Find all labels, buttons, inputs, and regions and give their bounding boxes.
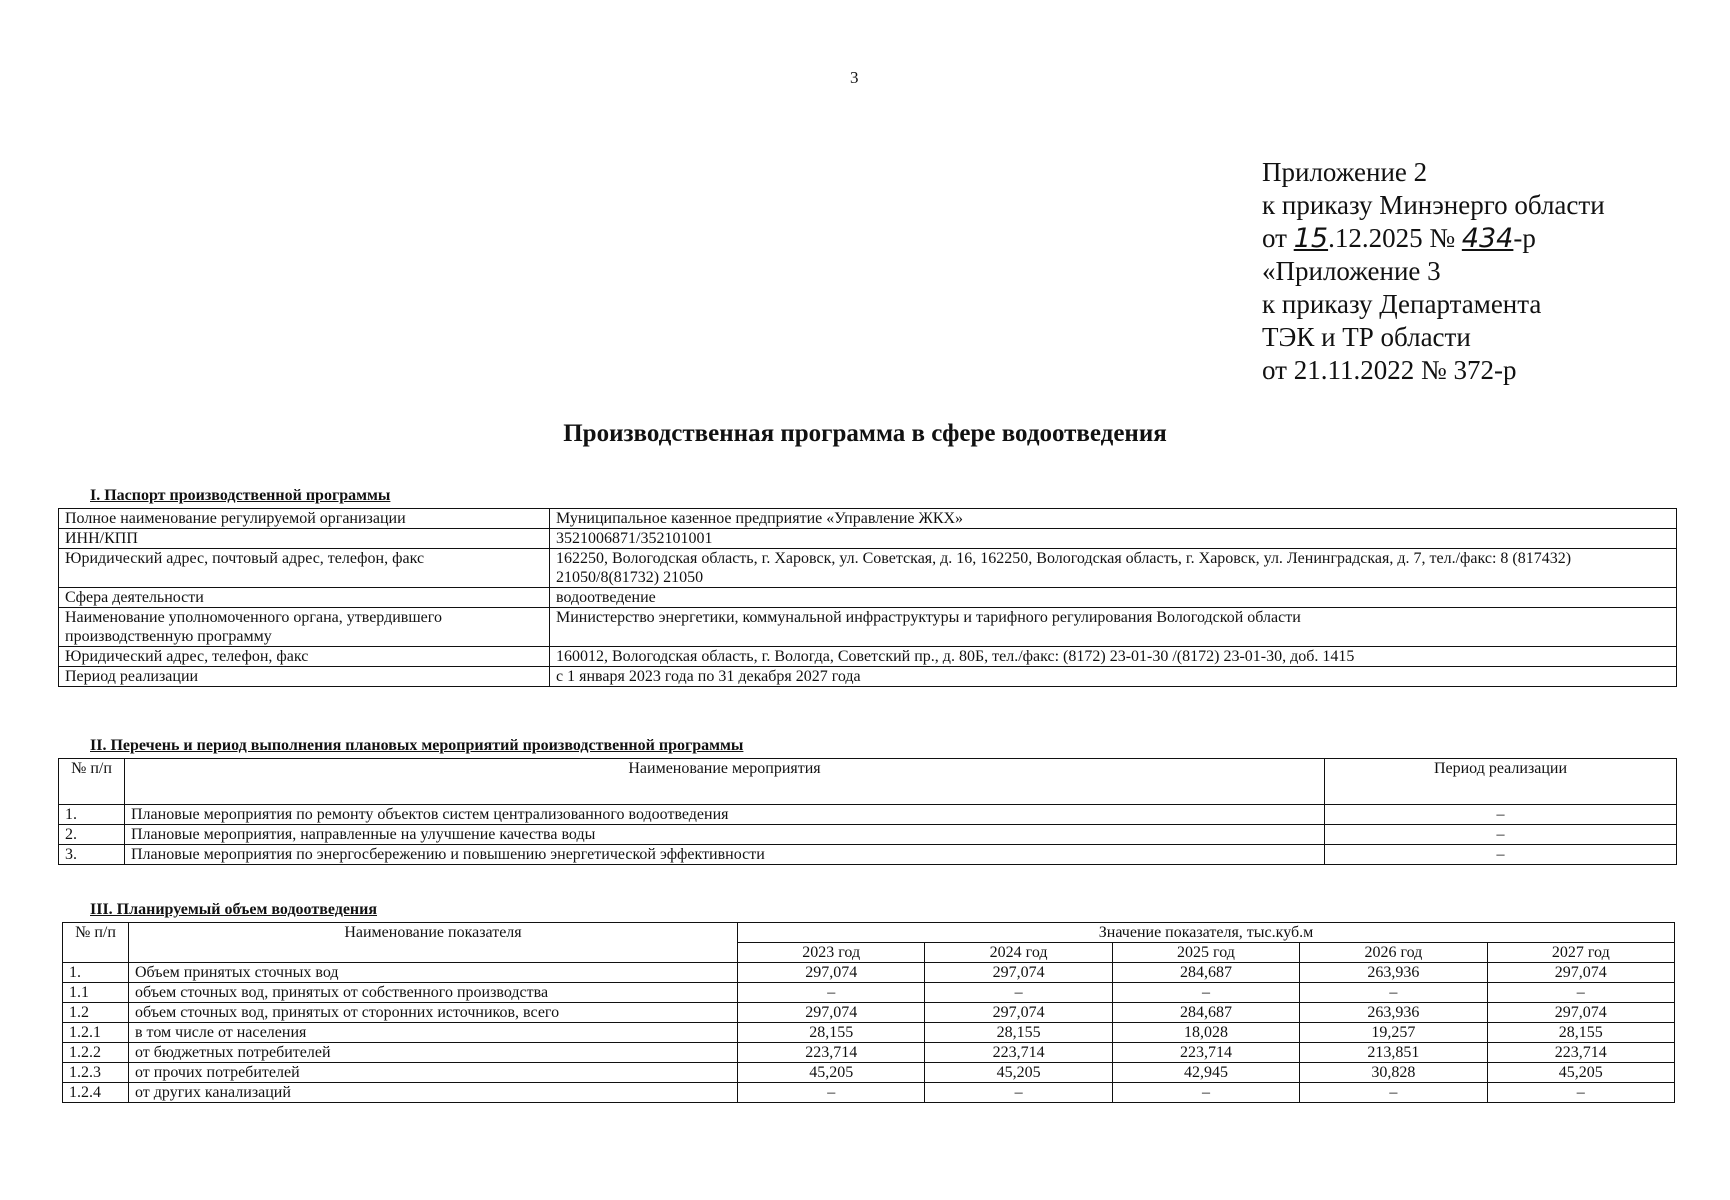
- measures-header-period: Период реализации: [1325, 759, 1677, 805]
- volume-value: 45,205: [738, 1063, 925, 1083]
- volume-name: от других канализаций: [129, 1083, 738, 1103]
- passport-value: 162250, Вологодская область, г. Харовск, ул. Советская, д. 16, 162250, Вологодская область, г. Харовск, ул. Ленинградская, д. 7, тел./факс: 8 (817432) 21050/8(81732) 21050: [550, 549, 1677, 588]
- volume-value: 223,714: [1112, 1043, 1299, 1063]
- volume-value: 284,687: [1112, 1003, 1299, 1023]
- volume-value: 28,155: [738, 1023, 925, 1043]
- volume-num: 1.2.4: [63, 1083, 129, 1103]
- volume-value: 28,155: [1487, 1023, 1674, 1043]
- volume-value: 284,687: [1112, 963, 1299, 983]
- volume-row: [63, 1043, 1675, 1063]
- volume-name: в том числе от населения: [129, 1023, 738, 1043]
- passport-value: Министерство энергетики, коммунальной инфраструктуры и тарифного регулирования Вологодской области: [550, 608, 1677, 647]
- passport-value: 3521006871/352101001: [550, 529, 1677, 549]
- volume-row: [63, 1083, 1675, 1103]
- passport-label: ИНН/КПП: [59, 529, 550, 549]
- approval-line-6: ТЭК и ТР области: [1262, 322, 1471, 352]
- volume-num: 1.1: [63, 983, 129, 1003]
- volume-num: 1.2.3: [63, 1063, 129, 1083]
- section-3-title: III. Планируемый объем водоотведения: [90, 901, 378, 918]
- measure-num: 3.: [59, 845, 125, 865]
- approval-line-4: «Приложение 3: [1262, 256, 1441, 286]
- passport-row: [59, 549, 1677, 588]
- measure-name: Плановые мероприятия по ремонту объектов систем централизованного водоотведения: [125, 805, 1325, 825]
- measure-period: –: [1325, 845, 1677, 865]
- volume-header-values: Значение показателя, тыс.куб.м: [738, 923, 1675, 943]
- approval-date-mid: .12.2025 №: [1328, 223, 1462, 253]
- volume-name: от бюджетных потребителей: [129, 1043, 738, 1063]
- passport-value: Муниципальное казенное предприятие «Управление ЖКХ»: [550, 509, 1677, 529]
- measure-period: –: [1325, 805, 1677, 825]
- section-2-title: II. Перечень и период выполнения плановых мероприятий производственной программы: [90, 737, 744, 754]
- volume-value: 45,205: [925, 1063, 1112, 1083]
- volume-row: [63, 1063, 1675, 1083]
- volume-value: 42,945: [1112, 1063, 1299, 1083]
- approval-line-1: Приложение 2: [1262, 157, 1428, 187]
- measure-num: 1.: [59, 805, 125, 825]
- volume-name: объем сточных вод, принятых от собственного производства: [129, 983, 738, 1003]
- passport-label: Период реализации: [59, 667, 550, 687]
- volume-value: 297,074: [1487, 963, 1674, 983]
- volume-value: –: [738, 983, 925, 1003]
- approval-date-prefix: от: [1262, 223, 1294, 253]
- handwritten-order-number: 434: [1461, 223, 1514, 254]
- volume-value: 28,155: [925, 1023, 1112, 1043]
- handwritten-day: 15: [1293, 223, 1329, 254]
- passport-label: Юридический адрес, почтовый адрес, телефон, факс: [59, 549, 550, 588]
- volume-value: –: [925, 983, 1112, 1003]
- measure-row: [59, 805, 1677, 825]
- approval-line-2: к приказу Минэнерго области: [1262, 190, 1605, 220]
- approval-line-5: к приказу Департамента: [1262, 289, 1542, 319]
- passport-row: [59, 509, 1677, 529]
- volume-value: 297,074: [738, 963, 925, 983]
- volume-value: 263,936: [1300, 963, 1487, 983]
- volume-name: объем сточных вод, принятых от сторонних источников, всего: [129, 1003, 738, 1023]
- volume-value: 223,714: [1487, 1043, 1674, 1063]
- volume-row: [63, 1003, 1675, 1023]
- volume-value: 18,028: [1112, 1023, 1299, 1043]
- passport-row: [59, 667, 1677, 687]
- volume-value: –: [925, 1083, 1112, 1103]
- volume-name: от прочих потребителей: [129, 1063, 738, 1083]
- volume-value: 30,828: [1300, 1063, 1487, 1083]
- volume-value: –: [1300, 983, 1487, 1003]
- measure-num: 2.: [59, 825, 125, 845]
- volume-value: 297,074: [1487, 1003, 1674, 1023]
- volume-table: [62, 922, 1675, 1103]
- volume-value: 19,257: [1300, 1023, 1487, 1043]
- volume-value: 213,851: [1300, 1043, 1487, 1063]
- approval-suffix: -р: [1513, 223, 1536, 253]
- measure-period: –: [1325, 825, 1677, 845]
- volume-value: 223,714: [738, 1043, 925, 1063]
- volume-header-name: Наименование показателя: [129, 923, 738, 963]
- document-title: Производственная программа в сфере водоотведения: [563, 420, 1167, 447]
- passport-table: [58, 508, 1677, 687]
- volume-value: 263,936: [1300, 1003, 1487, 1023]
- measure-row: [59, 825, 1677, 845]
- measure-name: Плановые мероприятия по энергосбережению и повышению энергетической эффективности: [125, 845, 1325, 865]
- approval-stamp-block: [1262, 156, 1605, 387]
- passport-row: [59, 588, 1677, 608]
- volume-num: 1.2: [63, 1003, 129, 1023]
- passport-label: Сфера деятельности: [59, 588, 550, 608]
- passport-row: [59, 647, 1677, 667]
- measures-header-name: Наименование мероприятия: [125, 759, 1325, 805]
- volume-header-year: 2025 год: [1112, 943, 1299, 963]
- volume-row: [63, 963, 1675, 983]
- section-1-title: I. Паспорт производственной программы: [90, 487, 391, 504]
- volume-value: –: [738, 1083, 925, 1103]
- passport-value: водоотведение: [550, 588, 1677, 608]
- approval-line-3: [1262, 222, 1605, 255]
- volume-value: –: [1487, 983, 1674, 1003]
- volume-row: [63, 1023, 1675, 1043]
- volume-header-year: 2026 год: [1300, 943, 1487, 963]
- approval-line-7: от 21.11.2022 № 372-р: [1262, 355, 1517, 385]
- volume-header-year: 2023 год: [738, 943, 925, 963]
- volume-value: 223,714: [925, 1043, 1112, 1063]
- passport-value: с 1 января 2023 года по 31 декабря 2027 года: [550, 667, 1677, 687]
- volume-value: –: [1112, 983, 1299, 1003]
- passport-label: Наименование уполномоченного органа, утвердившего производственную программу: [59, 608, 550, 647]
- volume-value: –: [1112, 1083, 1299, 1103]
- passport-label: Юридический адрес, телефон, факс: [59, 647, 550, 667]
- volume-value: 297,074: [925, 1003, 1112, 1023]
- volume-name: Объем принятых сточных вод: [129, 963, 738, 983]
- volume-header-year: 2027 год: [1487, 943, 1674, 963]
- volume-value: 297,074: [925, 963, 1112, 983]
- passport-value: 160012, Вологодская область, г. Вологда, Советский пр., д. 80Б, тел./факс: (8172) 23-01-30 /(8172) 23-01-30, доб. 1415: [550, 647, 1677, 667]
- volume-num: 1.2.2: [63, 1043, 129, 1063]
- volume-header-num: № п/п: [63, 923, 129, 963]
- volume-value: 297,074: [738, 1003, 925, 1023]
- measure-name: Плановые мероприятия, направленные на улучшение качества воды: [125, 825, 1325, 845]
- measures-table: [58, 758, 1677, 865]
- passport-row: [59, 529, 1677, 549]
- volume-num: 1.2.1: [63, 1023, 129, 1043]
- volume-value: –: [1300, 1083, 1487, 1103]
- volume-value: 45,205: [1487, 1063, 1674, 1083]
- volume-header-year: 2024 год: [925, 943, 1112, 963]
- measure-row: [59, 845, 1677, 865]
- volume-num: 1.: [63, 963, 129, 983]
- passport-label: Полное наименование регулируемой организации: [59, 509, 550, 529]
- passport-row: [59, 608, 1677, 647]
- volume-row: [63, 983, 1675, 1003]
- volume-value: –: [1487, 1083, 1674, 1103]
- page-number: 3: [850, 68, 859, 87]
- measures-header-num: № п/п: [59, 759, 125, 805]
